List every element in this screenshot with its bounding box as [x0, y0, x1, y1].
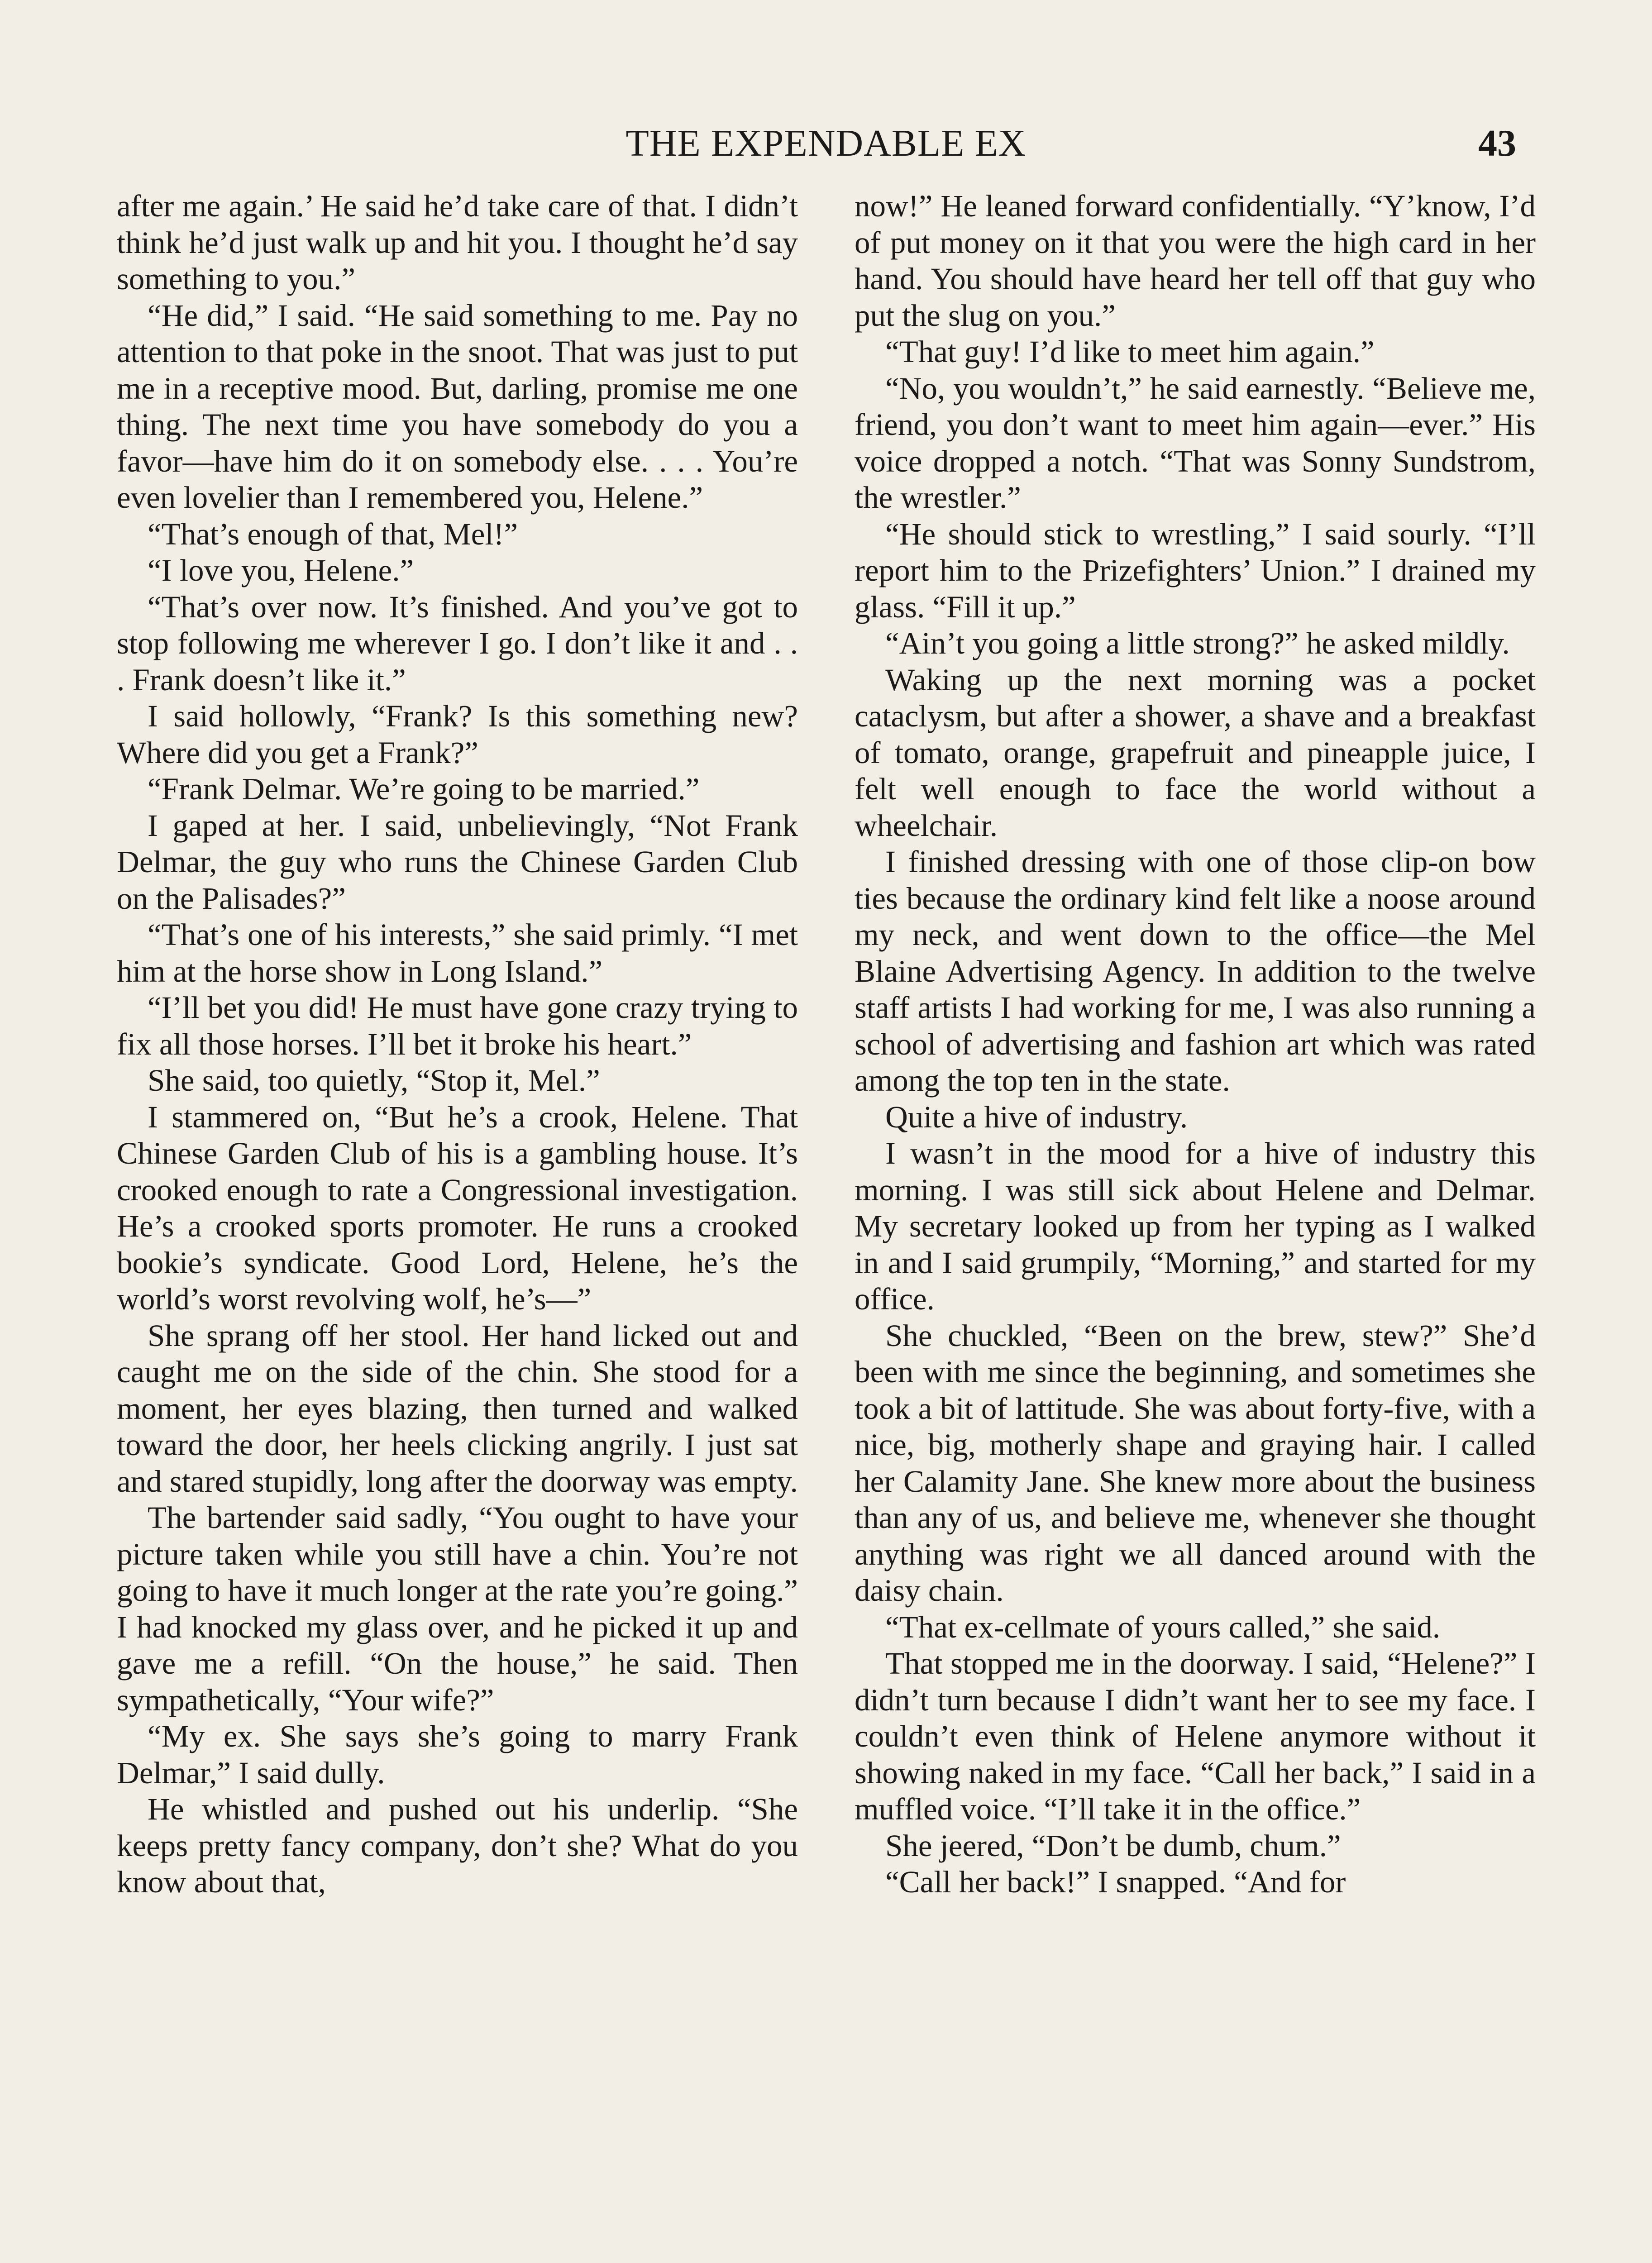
paragraph: after me again.’ He said he’d take care of that. I didn’t think he’d just walk up and hit you. I thought he’d say something to you.”: [117, 189, 798, 296]
paragraph: “That ex-cellmate of yours called,” she said.: [885, 1609, 1441, 1644]
paragraph: I gaped at her. I said, unbelievingly, “Not Frank Delmar, the guy who runs the Chinese Garden Club on the Palisades?”: [117, 808, 798, 916]
paragraph: The bartender said sadly, “You ought to have your picture taken while you still have a chin. You’re not going to have it much longer at the rate you’re going.” I had knocked my glass over, and he picked it up and gave me a refill. “On the house,” he said. Then sympathetically, “Your wife?”: [117, 1500, 798, 1717]
paragraph: “Ain’t you going a little strong?” he asked mildly.: [885, 626, 1510, 660]
paragraph: “My ex. She says she’s going to marry Frank Delmar,” I said dully.: [117, 1719, 798, 1790]
paragraph: “I love you, Helene.”: [148, 553, 414, 587]
paragraph: That stopped me in the doorway. I said, “Helene?” I didn’t turn because I didn’t want her to see my face. I couldn’t even think of Helene anymore without it showing naked in my face. “Call her back,” I said in a muffled voice. “I’ll take it in the office.”: [855, 1646, 1536, 1826]
paragraph: Waking up the next morning was a pocket cataclysm, but after a shower, a shave and a breakfast of tomato, orange, grapefruit and pineapple juice, I felt well enough to face the world without a wheelchair.: [855, 662, 1536, 843]
right-column: [855, 188, 1536, 1900]
paragraph: I wasn’t in the mood for a hive of industry this morning. I was still sick about Helene and Delmar. My secretary looked up from her typing as I walked in and I said grumpily, “Morning,” and started for my office.: [855, 1136, 1536, 1316]
page-number: 43: [1478, 122, 1516, 164]
paragraph: “He should stick to wrestling,” I said sourly. “I’ll report him to the Prizefighters’ Union.” I drained my glass. “Fill it up.”: [855, 516, 1536, 624]
left-column: [117, 188, 798, 1900]
paragraph: Quite a hive of industry.: [885, 1099, 1188, 1134]
paragraph: “No, you wouldn’t,” he said earnestly. “Believe me, friend, you don’t want to meet him again—ever.” His voice dropped a notch. “That was Sonny Sundstrom, the wrestler.”: [855, 371, 1536, 515]
paragraph: “Frank Delmar. We’re going to be married.”: [148, 772, 700, 806]
paragraph: He whistled and pushed out his underlip. “She keeps pretty fancy company, don’t she? What do you know about that,: [117, 1792, 798, 1899]
paragraph: I stammered on, “But he’s a crook, Helene. That Chinese Garden Club of his is a gambling house. It’s crooked enough to rate a Congressional investigation. He’s a crooked sports promoter. He runs a crooked bookie’s syndicate. Good Lord, Helene, he’s the world’s worst revolving wolf, he’s—”: [117, 1099, 798, 1316]
paragraph: She said, too quietly, “Stop it, Mel.”: [148, 1063, 600, 1098]
paragraph: She sprang off her stool. Her hand licked out and caught me on the side of the chin. She stood for a moment, her eyes blazing, then turned and walked toward the door, her heels clicking angrily. I just sat and stared stupidly, long after the doorway was empty.: [117, 1318, 798, 1499]
paragraph: She chuckled, “Been on the brew, stew?” She’d been with me since the beginning, and sometimes she took a bit of lattitude. She was about forty-five, with a nice, big, motherly shape and graying hair. I called her Calamity Jane. She knew more about the business than any of us, and believe me, whenever she thought anything was right we all danced around with the daisy chain.: [855, 1318, 1536, 1608]
paragraph: “He did,” I said. “He said something to me. Pay no attention to that poke in the snoot. That was just to put me in a receptive mood. But, darling, promise me one thing. The next time you have somebody do you a favor—have him do it on somebody else. . . . You’re even lovelier than I remembered you, Helene.”: [117, 298, 798, 515]
paragraph: “That’s one of his interests,” she said primly. “I met him at the horse show in Long Island.”: [117, 917, 798, 988]
paragraph: “That’s over now. It’s finished. And you’ve got to stop following me wherever I go. I don’t like it and . . . Frank doesn’t like it.”: [117, 589, 798, 697]
paragraph: “I’ll bet you did! He must have gone crazy trying to fix all those horses. I’ll bet it broke his heart.”: [117, 990, 798, 1061]
paragraph: now!” He leaned forward confidentially. “Y’know, I’d of put money on it that you were the high card in her hand. You should have heard her tell off that guy who put the slug on you.”: [855, 189, 1536, 333]
paragraph: “Call her back!” I snapped. “And for: [885, 1865, 1346, 1899]
paragraph: I finished dressing with one of those clip-on bow ties because the ordinary kind felt like a noose around my neck, and went down to the office—the Mel Blaine Advertising Agency. In addition to the twelve staff artists I had working for me, I was also running a school of advertising and fashion art which was rated among the top ten in the state.: [855, 845, 1536, 1098]
paragraph: I said hollowly, “Frank? Is this something new? Where did you get a Frank?”: [117, 699, 798, 770]
paragraph: “That’s enough of that, Mel!”: [148, 516, 518, 551]
running-header: [113, 119, 1539, 168]
paragraph: “That guy! I’d like to meet him again.”: [885, 334, 1375, 369]
paragraph: She jeered, “Don’t be dumb, chum.”: [885, 1828, 1341, 1863]
running-title: THE EXPENDABLE EX: [625, 122, 1027, 164]
